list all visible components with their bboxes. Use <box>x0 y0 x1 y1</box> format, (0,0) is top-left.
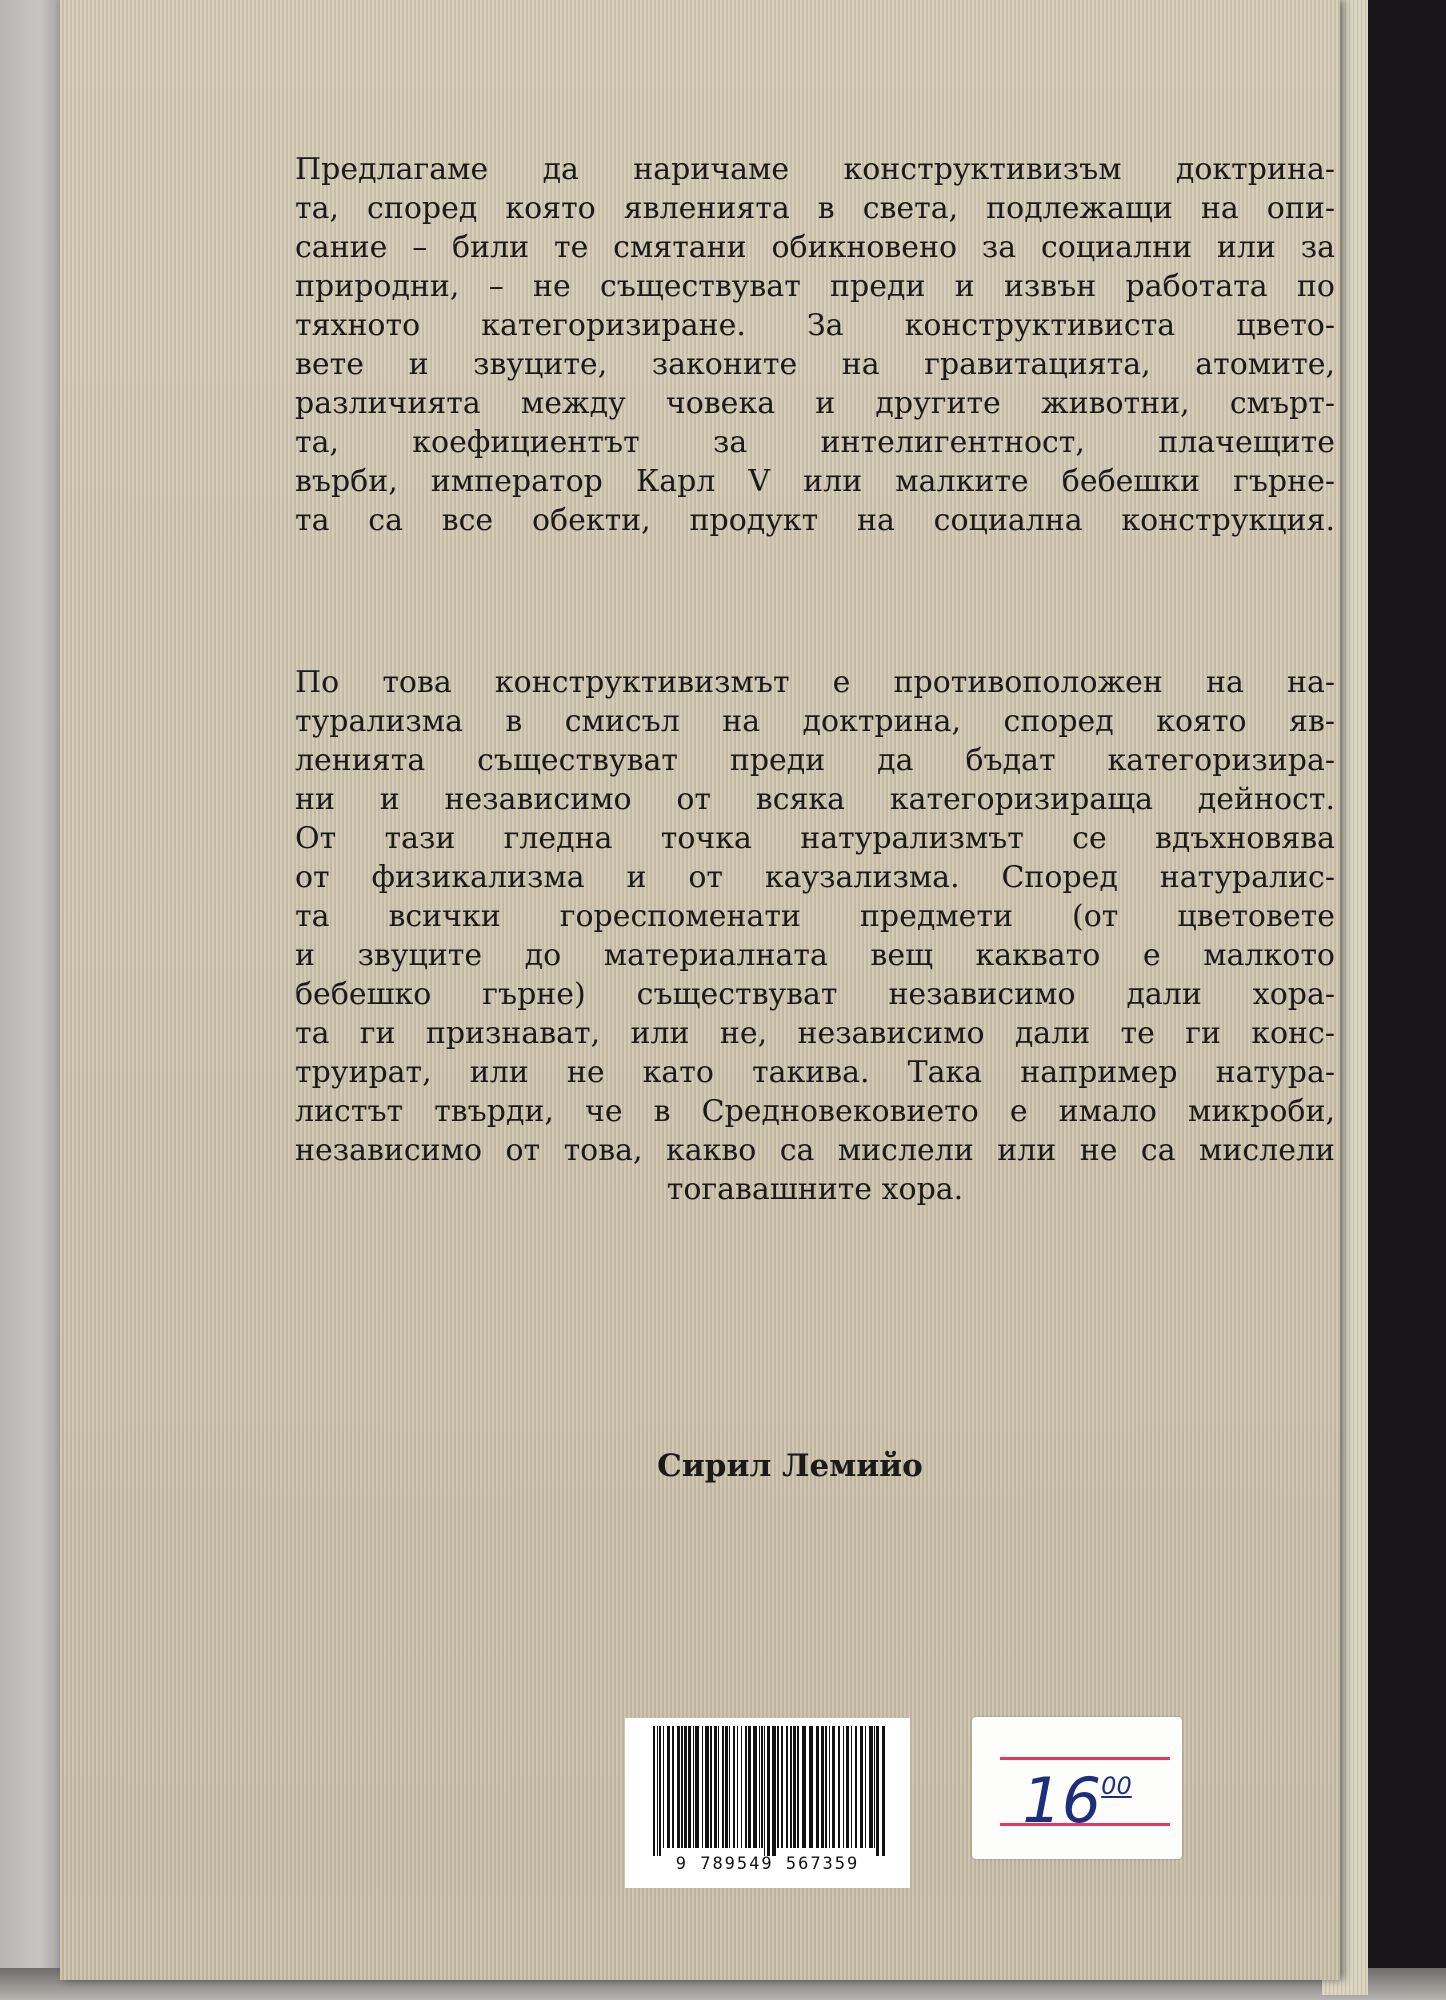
blurb-paragraph-2 <box>295 663 1335 1209</box>
text-line: труират, или не като такива. Така например натура- <box>295 1055 1335 1090</box>
text-line: та ги признават, или не, независимо дали те ги конс- <box>295 1016 1335 1051</box>
barcode-bar <box>714 1726 717 1848</box>
text-line: ленията съществуват преди да бъдат категоризира- <box>295 743 1335 778</box>
text-line: та, според която явленията в света, подлежащи на опи- <box>295 191 1335 226</box>
barcode-bar <box>772 1726 776 1856</box>
text-line: ни и независимо от всяка категоризираща дейност. <box>295 782 1335 817</box>
barcode-bar <box>786 1726 788 1848</box>
barcode-bar <box>722 1726 724 1848</box>
barcode-bar <box>832 1726 835 1848</box>
text-line: вете и звуците, законите на гравитацията, атомите, <box>295 347 1335 382</box>
barcode-bar <box>693 1726 694 1848</box>
barcode-bar <box>846 1726 849 1848</box>
price-sticker <box>972 1717 1182 1859</box>
barcode-bar <box>653 1726 655 1856</box>
text-line: По това конструктивизмът е противоположен на на- <box>295 665 1335 700</box>
barcode-bar <box>790 1726 792 1848</box>
barcode-bar <box>702 1726 703 1848</box>
book-back-cover <box>60 0 1340 1980</box>
text-line: Предлагаме да наричаме конструктивизъм доктрина- <box>295 152 1335 187</box>
barcode-bar <box>781 1726 783 1848</box>
barcode-bar <box>777 1726 779 1848</box>
barcode-bar <box>718 1726 719 1848</box>
price-handwritten <box>1002 1751 1152 1836</box>
barcode-bar <box>865 1726 866 1848</box>
barcode-bar <box>684 1726 687 1848</box>
barcode-bar <box>759 1726 760 1848</box>
text-line: та са все обекти, продукт на социална конструкция. <box>295 503 1335 538</box>
barcode-bar <box>764 1726 765 1856</box>
barcode-bar <box>681 1726 683 1848</box>
barcode-bar <box>882 1726 885 1856</box>
text-line: тогавашните хора. <box>666 1172 964 1207</box>
barcode-bar <box>725 1726 728 1848</box>
text-line: турализма в смисъл на доктрина, според която яв- <box>295 704 1335 739</box>
price-main: 16 <box>1022 1764 1102 1837</box>
barcode-bar <box>821 1726 824 1848</box>
author-name: Сирил Лемийо <box>657 1448 923 1484</box>
barcode-bar <box>802 1726 806 1848</box>
text-line: природни, – не съществуват преди и извън работата по <box>295 269 1335 304</box>
barcode-bar <box>657 1726 658 1856</box>
barcode-bar <box>855 1726 857 1848</box>
text-line: върби, император Карл V или малките бебешки гърне- <box>295 464 1335 499</box>
barcode-bar <box>733 1726 735 1848</box>
barcode-bar <box>677 1726 680 1848</box>
barcode-bar <box>745 1726 747 1848</box>
barcode-bar <box>809 1726 813 1848</box>
isbn-digits: 9 789549 567359 <box>675 1854 860 1874</box>
barcode-bar <box>793 1726 796 1848</box>
barcode-bar <box>729 1726 730 1848</box>
barcode-bar <box>672 1726 674 1848</box>
isbn-barcode <box>625 1718 910 1888</box>
text-line: листът твърди, че в Средновековието е имало микроби, <box>295 1094 1335 1129</box>
barcode-bar <box>874 1726 875 1848</box>
barcode-bar <box>705 1726 709 1848</box>
barcode-bar <box>838 1726 840 1848</box>
barcode-bar <box>737 1726 738 1848</box>
text-line: От тази гледна точка натурализмът се вдъхновява <box>295 821 1335 856</box>
text-line: та, коефициентът за интелигентност, плачещите <box>295 425 1335 460</box>
text-line: тяхното категоризиране. За конструктивиста цвето- <box>295 308 1335 343</box>
barcode-bar <box>829 1726 830 1848</box>
photo-background <box>0 0 66 2000</box>
barcode-bar <box>761 1726 763 1848</box>
barcode-bar <box>869 1726 873 1848</box>
barcode-bar <box>748 1726 751 1848</box>
barcode-bar <box>851 1726 852 1848</box>
barcode-bar <box>825 1726 827 1848</box>
barcode-bar <box>663 1726 664 1848</box>
text-line: бебешко гърне) съществуват независимо дали хора- <box>295 977 1335 1012</box>
text-line: независимо от това, какво са мислели или не са мислели <box>295 1133 1335 1168</box>
text-line: сание – били те смятани обикновено за социални или за <box>295 230 1335 265</box>
text-line: та всички гореспоменати предмети (от цветовете <box>295 899 1335 934</box>
barcode-bar <box>667 1726 670 1848</box>
barcode-bar <box>688 1726 691 1848</box>
barcode-bar <box>753 1726 757 1848</box>
barcode-bar <box>797 1726 799 1848</box>
text-line: и звуците до материалната вещ каквато е малкото <box>295 938 1335 973</box>
blurb-paragraph-1 <box>295 150 1335 540</box>
barcode-bar <box>659 1726 661 1856</box>
barcode-bar <box>695 1726 699 1848</box>
price-cents: 00 <box>1101 1772 1132 1800</box>
barcode-bars <box>625 1718 910 1858</box>
text-line: различията между човека и другите животни, смърт- <box>295 386 1335 421</box>
barcode-bar <box>843 1726 844 1848</box>
barcode-bar <box>710 1726 712 1848</box>
barcode-bar <box>767 1726 770 1856</box>
text-line: от физикализма и от каузализма. Според натуралис- <box>295 860 1335 895</box>
barcode-bar <box>876 1726 879 1856</box>
barcode-bar <box>741 1726 742 1848</box>
barcode-bar <box>816 1726 819 1848</box>
barcode-bar <box>860 1726 863 1848</box>
